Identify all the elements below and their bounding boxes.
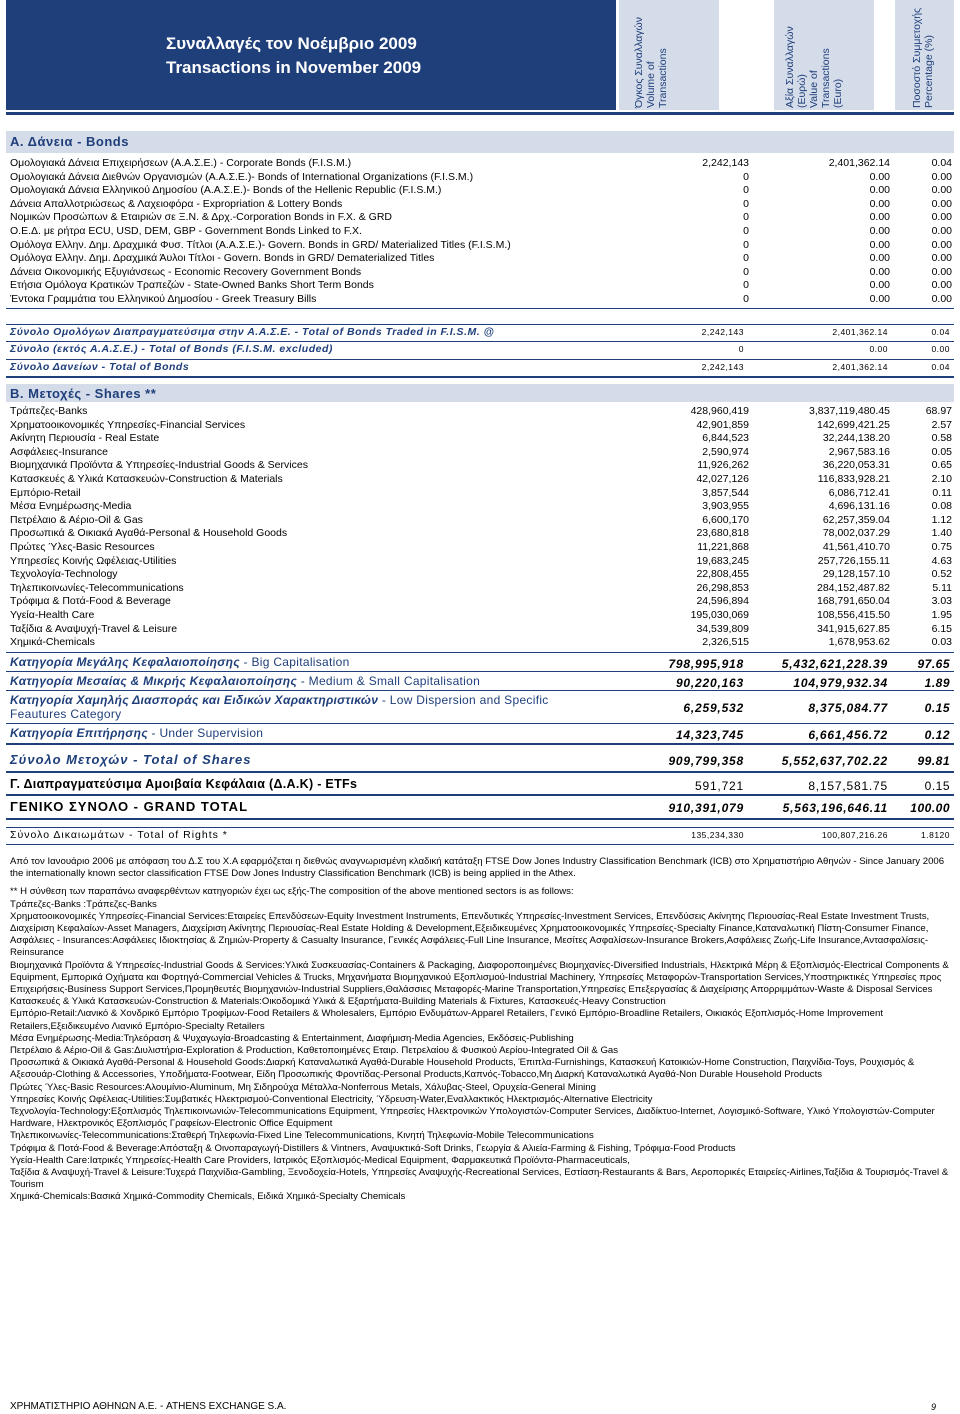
table-row [10,266,954,280]
row-label: Εμπόριο-Retail [10,486,81,499]
row-percentage: 0.12 [924,728,950,742]
divider [6,743,954,745]
table-row [10,198,954,212]
row-value: 4,696,131.16 [828,500,890,513]
row-value: 8,375,084.77 [808,701,888,715]
row-label: Δάνεια Απαλλοτριώσεως & Λαχειοφόρα - Expropriation & Lottery Bonds [10,197,343,210]
row-percentage: 99.81 [917,754,950,768]
row-volume: 11,221,868 [697,540,749,553]
table-row [10,252,954,266]
table-row [10,239,954,253]
note-paragraph: Πετρέλαιο & Αέριο-Oil & Gas:Διυλιστήρια-Exploration & Production, Καθετοποιημένες Εταιρ. Πετρελαίου & Φυσικού Αερίου-Integrated Oil & Gas [10,1045,619,1057]
row-volume: 22,808,455 [696,568,749,581]
row-percentage: 0.05 [931,445,952,458]
col2-line: Value of [808,70,820,108]
row-label-english: - Big Capitalisation [239,655,350,669]
row-value: 0.00 [869,184,890,197]
row-percentage: 0.00 [931,238,952,251]
row-percentage: 4.63 [931,554,952,567]
row-label: Ο.Ε.Δ. με ρήτρα ECU, USD, DEM, GBP - Government Bonds Linked to F.X. [10,224,362,237]
row-value: 78,002,037.29 [822,527,890,540]
row-volume: 42,027,126 [696,472,749,485]
row-percentage: 0.00 [931,279,952,292]
row-volume: 3,857,544 [702,486,749,499]
row-volume: 3,903,955 [702,500,749,513]
row-value: 0.00 [869,252,890,265]
note-paragraph: Βιομηχανικά Προϊόντα & Υπηρεσίες-Industrial Goods & Services:Υλικά Συσκευασίας-Containers & Packaging, Διαφοροποιημένες Βιομηχανίες-Diversified Industrials, Ηλεκτρικά Μέρη & Εξοπλισμός-Electrical Components & Equipment, Εμπορικά Οχήματα και Φορτηγά-Commercial Vehicles & Trucks, Μηχανήματα Βιομηχανικού Εξοπλισμού-Industrial Machinery, Υπηρεσίες Μεταφορών-Transportation Services,Υποστηρικτικές Υπηρεσίες προς Επιχειρήσεις-Business Support Services,Προμηθευτές Βιομηχανιών-Industrial Suppliers,Θαλάσσιες Μεταφορές-Marine Transportation,Υπηρεσίες Επεξεργασίας & Διαχείρισης Απορριμμάτων-Waste & Disposal Services [10,959,949,996]
row-volume: 428,960,419 [690,405,749,417]
table-row [10,157,954,171]
row-value: 0.00 [869,265,890,278]
row-volume: 11,926,262 [697,459,749,472]
col2-line: Αξία Συναλλαγών [784,26,796,108]
section-shares-label [6,384,954,402]
row-label: Ετήσια Ομόλογα Κρατικών Τραπεζών - State-Owned Banks Short Term Bonds [10,279,374,292]
row-percentage: 0.00 [931,170,952,183]
table-row [10,595,954,609]
page-number: 9 [930,1402,936,1412]
note-paragraph: Υγεία-Health Care:Ιατρικές Υπηρεσίες-Health Care Providers, Ιατρικός Εξοπλισμός-Medical Equipment, Φαρμακευτικά Προϊόντα-Pharmaceuticals, [10,1154,630,1166]
col2-line: (Euro) [832,78,844,108]
table-row [10,419,954,433]
row-percentage: 2.57 [931,418,952,431]
row-value: 1,678,953.62 [828,636,890,649]
note-paragraph: Τεχνολογία-Technology:Εξοπλισμός Τηλεπικοινωνιών-Telecommunications Equipment, Υπηρεσίες Ηλεκτρονικών Υπολογιστών-Computer Services, Διαδίκτυο-Internet, Λογισμικό-Software, Υλικό Υπολογιστών-Computer Hardware, Ηλεκτρονικός Εξοπλισμός Γραφείων-Electronic Office Equipment [10,1106,935,1130]
row-label-greek: Κατηγορία Χαμηλής Διασποράς και Ειδικών Χαρακτηριστικών [10,693,379,707]
row-value: 2,401,362.14 [828,157,890,169]
row-percentage: 0.15 [924,779,950,793]
note-paragraph: Κατασκευές & Υλικά Κατασκευών-Construction & Materials:Οικοδομικά Υλικά & Εξαρτήματα-Building Materials & Fixtures, Κατασκευές-Heavy Construction [10,996,666,1008]
row-percentage: 97.65 [917,657,950,671]
table-row [10,459,954,473]
row-label: Ομόλογα Ελλην. Δημ. Δραχμικά Άυλοι Τίτλοι - Govern. Bonds in GRD/ Dematerialized Titles [10,252,435,265]
row-percentage: 1.89 [924,676,950,690]
section-bonds-title: Α. Δάνεια - Bonds [10,134,129,149]
row-percentage: 0.00 [931,211,952,224]
table-row [10,171,954,185]
table-row [10,446,954,460]
row-value: 0.00 [869,279,890,292]
note-paragraph: Υπηρεσίες Κοινής Ωφέλειας-Utilities:Συμβατικές Ηλεκτρισμού-Conventional Electricity, Ύδρευση-Water,Εναλλακτικός Ηλεκτρισμός-Alternative Electricity [10,1093,653,1105]
row-volume: 24,596,894 [696,595,749,608]
row-label: Πρώτες Ύλες-Basic Resources [10,540,155,553]
row-label: Γ. Διαπραγματεύσιμα Αμοιβαία Κεφάλαια (Δ.Α.Κ) - ETFs [10,777,358,791]
row-volume: 0 [743,184,749,197]
row-value: 0.00 [869,197,890,210]
row-label: Ακίνητη Περιουσία - Real Estate [10,432,160,445]
col3-line: Percentage (%) [923,35,935,108]
row-volume: 195,030,069 [690,608,749,621]
row-label-english: - Medium & Small Capitalisation [297,674,481,688]
note-paragraph: Πρώτες Ύλες-Basic Resources:Αλουμίνιο-Aluminum, Μη Σιδηρούχα Μέταλλα-Nonferrous Metals, Χάλυβας-Steel, Ορυχεία-General Mining [10,1081,596,1093]
row-label: Δάνεια Οικονομικής Εξυγιάνσεως - Economic Recovery Government Bonds [10,265,362,278]
table-row [10,623,954,637]
row-label-english-2: Feautures Category [10,707,122,721]
row-value: 168,791,650.04 [817,595,890,608]
row-label: Πετρέλαιο & Αέριο-Oil & Gas [10,513,143,526]
table-row [10,555,954,569]
row-value: 142,699,421.25 [817,418,890,431]
row-label-english: - Low Dispersion and Specific [378,693,549,707]
total-bonds-row [6,360,954,375]
row-label: Υγεία-Health Care [10,608,95,621]
row-volume: 23,680,818 [696,527,749,540]
row-volume: 0 [743,265,749,278]
row-value: 0.00 [869,344,888,354]
row-value: 36,220,053.31 [822,459,890,472]
row-percentage: 1.95 [931,608,952,621]
row-label: Νομικών Προσώπων & Εταιριών σε Ξ.Ν. & Δρχ.-Corporation Bonds in F.X. & GRD [10,211,392,224]
row-percentage: 1.40 [931,527,952,540]
row-volume: 6,844,523 [702,432,749,445]
row-label: Σύνολο Δανείων - Total of Bonds [10,361,190,373]
row-volume: 0 [743,292,749,305]
row-percentage: 0.00 [931,197,952,210]
row-volume: 0 [743,224,749,237]
mid-cap-row [6,672,954,690]
row-value: 6,661,456.72 [808,728,888,742]
row-percentage: 0.75 [931,540,952,553]
row-value: 116,833,928.21 [817,472,890,485]
row-percentage: 100.00 [910,801,950,815]
title-english: Transactions in November 2009 [166,58,422,77]
row-label: Ομολογιακά Δάνεια Διεθνών Οργανισμών (Α.Α.Σ.Ε.)- Bonds of International Organizations (F.I.S.M.) [10,170,474,183]
column-header-volume [619,0,719,110]
table-row [10,279,954,293]
row-volume: 0 [743,211,749,224]
row-label: Βιομηχανικά Προϊόντα & Υπηρεσίες-Industrial Goods & Services [10,459,308,472]
row-percentage: 3.03 [931,595,952,608]
note-paragraph: Μέσα Ενημέρωσης-Media:Τηλεόραση & Ψυχαγωγία-Broadcasting & Entertainment, Διαφήμιση-Media Agencies, Εκδόσεις-Publishing [10,1032,574,1044]
note-paragraph: Χημικά-Chemicals:Βασικά Χημικά-Commodity Chemicals, Ειδικά Χημικά-Specialty Chemicals [10,1191,406,1203]
row-percentage: 6.15 [931,622,952,635]
table-row [10,541,954,555]
row-percentage: 0.00 [931,292,952,305]
table-row [10,211,954,225]
row-label: Μέσα Ενημέρωσης-Media [10,500,132,513]
row-volume: 0 [743,170,749,183]
divider [6,112,954,115]
row-volume: 135,234,330 [691,830,744,840]
row-volume: 910,391,079 [668,801,744,815]
row-value: 257,726,155.11 [817,554,890,567]
col2-line: Transactions [820,48,832,108]
col3-line: Ποσοστό Συμμετοχής [911,7,923,108]
divider [6,376,954,378]
column-header-value [774,0,874,110]
total-bonds-traded-row [6,325,954,340]
divider [6,794,954,796]
row-percentage: 0.00 [931,344,950,354]
row-label-greek: Κατηγορία Μεγάλης Κεφαλαιοποίησης [10,655,240,669]
col1-line: Transactions [657,48,669,108]
shares-table [10,405,954,650]
note-paragraph: Χρηματοοικονομικές Υπηρεσίες-Financial Services:Εταιρείες Επενδύσεων-Equity Investment Instruments, Επενδυτικές Υπηρεσίες-Investment Services, Επενδύσεις Ακίνητης Περιουσίας-Real Estate Investment Trusts, Διαχείριση Κεφαλαίων-Asset Managers, Διαχείριση Ακίνητης Περιουσίας-Real Estate Holding & Development,Εξειδικευμένες Χρηματοοικονομικές Υπηρεσίες-Specialty Finance,Καταναλωτική Πίστη-Consumer Finance, [10,910,930,935]
row-percentage: 0.65 [931,459,952,472]
table-row [10,582,954,596]
row-percentage: 2.10 [931,472,952,485]
divider [6,308,954,309]
row-percentage: 0.00 [931,224,952,237]
total-bonds-excluded-row [6,342,954,357]
row-label: Τρόφιμα & Ποτά-Food & Beverage [10,595,171,608]
section-bonds-label [6,131,954,153]
row-volume: 19,683,245 [696,554,749,567]
row-label: ΓΕΝΙΚΟ ΣΥΝΟΛΟ - GRAND TOTAL [10,799,249,814]
table-row [10,568,954,582]
table-row [10,184,954,198]
row-volume: 591,721 [695,779,744,793]
report-header [6,0,954,110]
row-percentage: 0.00 [931,265,952,278]
divider [6,818,954,820]
row-percentage: 0.00 [931,184,952,197]
row-label: Τράπεζες-Banks [10,405,88,417]
row-label: Προσωπικά & Οικιακά Αγαθά-Personal & Household Goods [10,527,288,540]
row-label: Σύνολο Μετοχών - Total of Shares [10,752,252,767]
title-greek: Συναλλαγές τον Νοέμβριο 2009 [166,34,417,53]
row-percentage: 0.08 [931,500,952,513]
row-percentage: 0.04 [931,362,950,372]
etfs-row [6,775,954,795]
rights-row [6,828,954,843]
row-volume: 6,259,532 [683,701,744,715]
row-percentage: 0.52 [931,568,952,581]
row-percentage: 68.97 [925,405,952,417]
table-row [10,473,954,487]
row-volume: 2,242,143 [701,327,744,337]
row-volume: 0 [743,238,749,251]
table-row [10,636,954,650]
table-row [10,609,954,623]
row-value: 8,157,581.75 [808,779,888,793]
row-label: Ομόλογα Ελλην. Δημ. Δραχμικά Φυσ. Τίτλοι (Α.Α.Σ.Ε.)- Govern. Bonds in GRD/ Materialized Titles (F.I.S.M.) [10,238,511,251]
row-label: Χρηματοοικονομικές Υπηρεσίες-Financial Services [10,418,246,431]
title-box [6,0,616,110]
bonds-table [10,157,954,307]
total-shares-row [6,750,954,770]
row-volume: 0 [738,344,744,354]
row-label: Ασφάλειες-Insurance [10,445,108,458]
row-label-greek: Κατηγορία Μεσαίας & Μικρής Κεφαλαιοποίησης [10,674,298,688]
table-row [10,405,954,419]
row-volume: 6,600,170 [702,513,749,526]
row-value: 2,401,362.14 [832,362,888,372]
row-value: 341,915,627.85 [817,622,890,635]
row-value: 284,152,487.82 [817,581,890,594]
table-row [10,225,954,239]
row-value: 2,401,362.14 [832,327,888,337]
row-volume: 2,242,143 [701,362,744,372]
row-volume: 42,901,859 [696,418,749,431]
row-percentage: 0.03 [931,636,952,649]
row-value: 0.00 [869,224,890,237]
row-label: Τηλεπικοινωνίες-Telecommunications [10,581,184,594]
divider [6,771,954,773]
row-label: Σύνολο Ομολόγων Διαπραγματεύσιμα στην Α.Α.Σ.Ε. - Total of Bonds Traded in F.I.S.M. @ [10,326,495,338]
row-percentage: 0.11 [932,486,952,499]
row-label: Σύνολο Δικαιωμάτων - Total of Rights * [10,829,228,841]
row-label: Κατασκευές & Υλικά Κατασκευών-Construction & Materials [10,472,283,485]
row-label-greek: Κατηγορία Επιτήρησης [10,726,148,740]
row-percentage: 0.04 [931,327,950,337]
row-value: 108,556,415.50 [817,608,890,621]
row-value: 0.00 [869,292,890,305]
row-volume: 26,298,853 [696,581,749,594]
row-volume: 34,539,809 [696,622,749,635]
row-label: Ομολογιακά Δάνεια Επιχειρήσεων (Α.Α.Σ.Ε.) - Corporate Bonds (F.I.S.M.) [10,157,352,169]
row-value: 0.00 [869,211,890,224]
row-percentage: 0.00 [931,252,952,265]
row-volume: 2,242,143 [702,157,749,169]
table-row [10,432,954,446]
row-label-english: - Under Supervision [147,726,264,740]
row-label: Ταξίδια & Αναψυχή-Travel & Leisure [10,622,178,635]
grand-total-row [6,797,954,817]
row-volume: 0 [743,279,749,292]
row-value: 5,552,637,702.22 [781,754,888,768]
col1-line: Volume of [645,61,657,108]
row-volume: 2,326,515 [702,636,749,649]
table-row [10,527,954,541]
row-percentage: 1.8120 [921,830,950,840]
column-header-percentage [895,0,954,110]
note-paragraph: Τηλεπικοινωνίες-Telecommunications:Σταθερή Τηλεφωνία-Fixed Line Telecommunications, Κινητή Τηλεφωνία-Mobile Telecommunications [10,1130,594,1142]
supervision-row [6,724,954,742]
row-percentage: 5.11 [932,581,952,594]
row-volume: 2,590,974 [702,445,749,458]
row-percentage: 0.04 [931,157,952,169]
row-volume: 798,995,918 [668,657,744,671]
divider [6,844,954,845]
note-paragraph: Εμπόριο-Retail:Λιανικό & Χονδρικό Εμπόριο Τροφίμων-Food Retailers & Wholesalers, Εμπόριο Ενδυμάτων-Apparel Retailers, Γενικό Εμπόριο-Broadline Retailers, Οικιακός Εξοπλισμός-Home Improvement Retailers,Εξειδικευμένο Λιανικό Εμπόριο-Specialty Retailers [10,1008,883,1032]
footer-text: ΧΡΗΜΑΤΙΣΤΗΡΙΟ ΑΘΗΝΩΝ Α.Ε. - ATHENS EXCHANGE S.A. [10,1401,287,1412]
row-value: 62,257,359.04 [822,513,890,526]
row-label: Έντοκα Γραμμάτια του Ελληνικού Δημοσίου - Greek Treasury Bills [10,292,317,305]
big-cap-row [6,653,954,671]
row-value: 5,563,196,646.11 [782,801,888,815]
row-value: 0.00 [869,170,890,183]
table-row [10,500,954,514]
row-value: 6,086,712.41 [828,486,890,499]
row-volume: 0 [743,197,749,210]
note-paragraph: Προσωπικά & Οικιακά Αγαθά-Personal & Household Goods:Διαρκή Καταναλωτικά Αγαθά-Durable Household Products, Έπιπλα-Furnishings, Κατασκευή Κατοικιών-Home Construction, Παιχνίδια-Toys, Ρουχισμός & Αξεσουάρ-Clothing & Accessories, Υποδήματα-Footwear, Είδη Προσωπικής Φροντίδας-Personal Products,Καπνός-Tobacco,Μη Διαρκή Καταναλωτικά Αγαθά-Non Durable Household Products [10,1057,915,1081]
note-paragraph: ** Η σύνθεση των παραπάνω αναφερθέντων κατηγοριών έχει ως εξής-The composition of the above mentioned sectors is as follows: [10,886,574,898]
note-paragraph: Ταξίδια & Αναψυχή-Travel & Leisure:Τυχερά Παιχνίδια-Gambling, Ξενοδοχεία-Hotels, Υπηρεσίες Αναψυχής-Recreational Services, Εστίαση-Restaurants & Bars, Αεροπορικές Εταιρείες-Airlines,Ταξίδια & Τουρισμός-Travel & Tourism [10,1167,949,1191]
row-label: Υπηρεσίες Κοινής Ωφέλειας-Utilities [10,554,177,567]
row-value: 41,561,410.70 [822,540,890,553]
row-value: 3,837,119,480.45 [809,405,890,417]
note-paragraph: Από τον Ιανουάριο 2006 με απόφαση του Δ.Σ του Χ.Α εφαρμόζεται η διεθνώς αναγνωρισμένη κλαδική κατάταξη FTSE Dow Jones Industry Classification Benchmark (ICB) στο Χρηματιστήριο Αθηνών - Since January 2006 the internationally known sector classification FTSE Dow Jones Industry Classification Benchmark (ICB) is being applied in the Athex. [10,856,945,880]
row-value: 5,432,621,228.39 [781,657,888,671]
table-row [10,293,954,307]
notes-block [10,856,954,1204]
row-volume: 90,220,163 [675,676,744,690]
row-volume: 14,323,745 [675,728,744,742]
row-volume: 0 [743,252,749,265]
row-value: 100,807,216.26 [821,830,888,840]
row-label: Τεχνολογία-Technology [10,568,118,581]
col1-line: Όγκος Συναλλαγών [633,17,645,108]
table-row [10,514,954,528]
row-label: Ομολογιακά Δάνεια Ελληνικού Δημοσίου (Α.Α.Σ.Ε.)- Bonds of the Hellenic Republic (F.I.S.M.) [10,184,442,197]
row-label: Χημικά-Chemicals [10,636,95,649]
low-dispersion-row [6,691,954,723]
note-paragraph: Τρόφιμα & Ποτά-Food & Beverage:Απόσταξη & Οινοπαραγωγή-Distillers & Vintners, Αναψυκτικά-Soft Drinks, Γεωργία & Αλιεία-Farming & Fishing, Τρόφιμα-Food Products [10,1142,736,1154]
col2-line: (Ευρώ) [796,74,808,108]
row-percentage: 0.58 [931,432,952,445]
row-value: 29,128,157.10 [822,568,890,581]
table-row [10,487,954,501]
row-value: 0.00 [869,238,890,251]
row-value: 32,244,138.20 [822,432,890,445]
row-label: Σύνολο (εκτός Α.Α.Σ.Ε.) - Total of Bonds (F.I.S.M. excluded) [10,343,333,355]
row-value: 2,967,583.16 [828,445,890,458]
note-paragraph: Ασφάλειες - Insurances:Ασφάλειες Ιδιοκτησίας & Ζημιών-Property & Casualty Insurance, Γενικές Ασφάλειες-Full Line Insurance, Μεσίτες Ασφαλίσεων-Insurance Brokers,Ασφάλειες Ζωής-Life Insurance,Αντασφαλίσεις-Reinsurance [10,935,929,959]
row-value: 104,979,932.34 [793,676,888,690]
row-volume: 909,799,358 [668,754,744,768]
note-paragraph: Τράπεζες-Banks :Τράπεζες-Banks [10,898,157,910]
row-percentage: 0.15 [924,701,950,715]
section-shares-title: Β. Μετοχές - Shares ** [10,386,157,401]
row-percentage: 1.12 [931,513,952,526]
